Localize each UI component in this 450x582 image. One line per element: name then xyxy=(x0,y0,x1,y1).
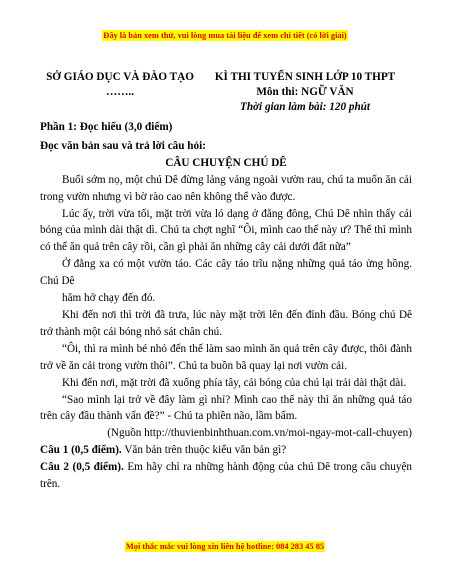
question-1 xyxy=(40,442,412,459)
preview-notice-text: Đây là bản xem thử, vui lòng mua tài liệu để xem chi tiết (có lời giải) xyxy=(103,31,347,40)
story-paragraph: Lúc ấy, trời vừa tối, mặt trời vừa ló dạng ở đằng đông, Chú Dê nhìn thấy cái bóng của mình dài thật dì. Chú ta chợt nghĩ “Ôi, mình cao thế này ư? Thế thì mình có thể ăn quả trên cây rồi, cần gì phải ăn những cây cải dưới đất nữa” xyxy=(40,207,412,254)
exam-duration: Thời gian làm bài: 120 phút xyxy=(239,101,371,113)
source-citation: (Nguồn http://thuvienbinhthuan.com.vn/moi-ngay-mot-call-chuyen) xyxy=(107,427,412,440)
preview-notice-banner xyxy=(0,25,450,43)
story-paragraph: Khi đến nơi thì trời đã trưa, lúc này mặt trời lên đến đỉnh đầu. Bóng chú Dê trở thành một cái bóng nhỏ sát chân chú. xyxy=(40,308,412,338)
question-2-label: Câu 2 (0,5 điểm). xyxy=(40,461,124,474)
department-name: SỞ GIÁO DỤC VÀ ĐÀO TẠO xyxy=(46,71,194,83)
story-paragraph: hăm hở chạy đến đó. xyxy=(62,292,156,305)
question-2 xyxy=(40,459,412,493)
story-title: CÂU CHUYỆN CHÚ DÊ xyxy=(165,156,287,169)
reading-instruction: Đọc văn bản sau và trả lời câu hỏi: xyxy=(40,139,206,152)
section-title: Phần 1: Đọc hiểu (3,0 điểm) xyxy=(40,121,173,133)
story-paragraph: “Sao mình lại trở về đây làm gì nhỉ? Mình cao thế này thì ăn những quả táo trên cây đầu thành vấn đề?” - Chú ta phiền não, lầm bẩm. xyxy=(40,393,412,423)
question-1-text: Văn bản trên thuộc kiểu văn bản gì? xyxy=(121,444,287,457)
question-1-label: Câu 1 (0,5 điểm). xyxy=(40,444,122,457)
story-paragraph: Ở đằng xa có một vườn táo. Các cây táo trĩu nặng những quả táo ửng hồng. Chú Dê xyxy=(40,258,412,288)
hotline-banner xyxy=(0,536,450,554)
department-header xyxy=(40,70,200,100)
exam-header xyxy=(200,70,410,115)
exam-content xyxy=(40,119,412,493)
department-placeholder: …….. xyxy=(106,86,134,98)
story-paragraph: Buổi sớm nọ, một chú Dê đừng lảng vảng ngoài vườn rau, chú ta muốn ăn cải trong vườn nhưng vì bờ rào cao nên không thể vào được. xyxy=(40,173,412,203)
exam-subject: Môn thi: NGỮ VĂN xyxy=(256,86,354,98)
question-2-text: Em hãy chỉ ra những hành động của chú Dê trong câu chuyện trên. xyxy=(40,461,413,491)
story-paragraph: “Ôi, thì ra mình bé nhỏ đến thế làm sao mình ăn quả trên cây được, thôi đành trở về ăn cải trong vườn thôi”. Chú ta buồn bã quay lại nơi vườn cải. xyxy=(40,342,412,372)
hotline-text: Mọi thắc mắc vui lòng xin liên hệ hotline: 084 283 45 85 xyxy=(125,542,325,551)
exam-title: KÌ THI TUYỂN SINH LỚP 10 THPT xyxy=(214,71,396,83)
story-paragraph: Khi đến nơi, mặt trời đã xuống phía tây, cái bóng của chú lại trải dài thật dài. xyxy=(62,376,407,389)
